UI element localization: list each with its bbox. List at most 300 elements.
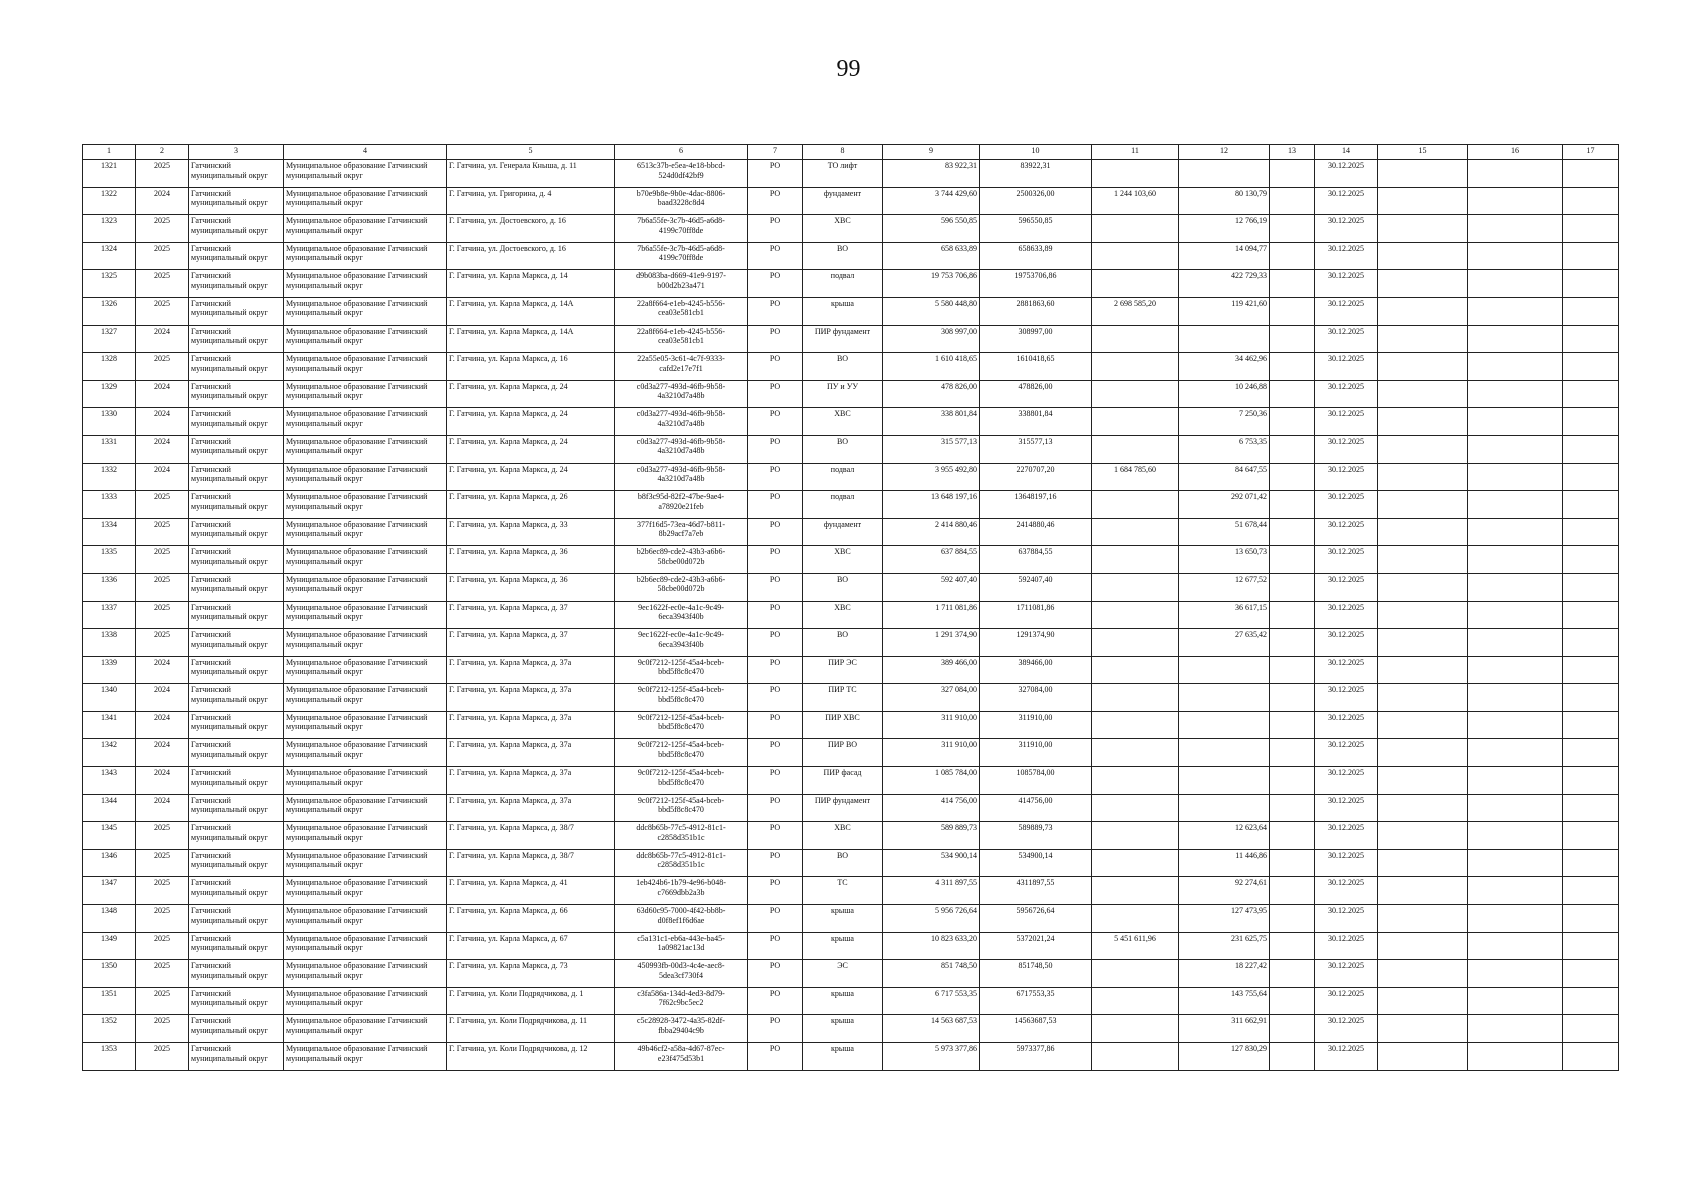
table-cell: ВО [803,849,883,877]
column-header: 15 [1378,145,1468,160]
column-header: 1 [83,145,136,160]
table-cell [1563,353,1619,381]
table-cell: 2 698 585,20 [1092,297,1179,325]
table-cell [1468,270,1563,298]
table-cell: 592 407,40 [883,573,980,601]
table-cell [1563,684,1619,712]
table-cell: 92 274,61 [1179,877,1270,905]
table-cell: b70e9b8e-9b0e-4dac-8806-baad3228c8d4 [615,187,748,215]
table-row [83,380,1619,408]
table-cell: 127 473,95 [1179,905,1270,933]
table-row [83,353,1619,381]
table-cell [1270,905,1315,933]
table-cell: РО [748,932,803,960]
table-cell: подвал [803,491,883,519]
table-row [83,767,1619,795]
table-cell: 5372021,24 [980,932,1092,960]
table-cell: РО [748,215,803,243]
table-cell: 12 766,19 [1179,215,1270,243]
table-cell [1468,215,1563,243]
table-cell: 30.12.2025 [1315,187,1378,215]
table-cell [1563,960,1619,988]
table-cell: Гатчинский муниципальный округ [189,435,284,463]
table-cell [1270,656,1315,684]
table-cell: 658633,89 [980,242,1092,270]
table-cell [1092,160,1179,188]
table-cell [1563,573,1619,601]
table-cell: 30.12.2025 [1315,546,1378,574]
table-cell: 377f16d5-73ea-46d7-b811-8b29acf7a7eb [615,518,748,546]
table-cell: 2025 [136,822,189,850]
table-cell [1468,767,1563,795]
table-cell [1092,325,1179,353]
table-cell [1378,297,1468,325]
table-cell [1468,353,1563,381]
table-cell [1378,794,1468,822]
table-cell [1563,546,1619,574]
table-cell [1092,684,1179,712]
table-cell: Г. Гатчина, ул. Карла Маркса, д. 14А [447,325,615,353]
table-cell [1563,242,1619,270]
table-cell: 19753706,86 [980,270,1092,298]
table-cell: 422 729,33 [1179,270,1270,298]
table-cell: Муниципальное образование Гатчинский муниципальный округ [284,601,447,629]
table-cell [1563,932,1619,960]
table-row [83,270,1619,298]
table-cell: 2025 [136,297,189,325]
table-cell: Г. Гатчина, ул. Карла Маркса, д. 37 [447,629,615,657]
table-cell: 2024 [136,463,189,491]
table-cell [1092,849,1179,877]
table-cell: 30.12.2025 [1315,987,1378,1015]
table-cell: Муниципальное образование Гатчинский муниципальный округ [284,215,447,243]
table-cell: Муниципальное образование Гатчинский муниципальный округ [284,794,447,822]
table-cell: 22a8f664-e1eb-4245-b556-cea03e581cb1 [615,297,748,325]
table-cell [1468,546,1563,574]
table-cell [1468,518,1563,546]
table-cell: Муниципальное образование Гатчинский муниципальный округ [284,629,447,657]
table-cell [1270,187,1315,215]
table-cell: 22a55e05-3c61-4c7f-9333-cafd2e17e7f1 [615,353,748,381]
table-cell [1270,960,1315,988]
table-cell [1270,573,1315,601]
table-cell: крыша [803,1043,883,1071]
table-cell [1092,711,1179,739]
table-cell: Гатчинский муниципальный округ [189,380,284,408]
table-cell: 1 291 374,90 [883,629,980,657]
table-cell: Гатчинский муниципальный округ [189,822,284,850]
table-cell: 338 801,84 [883,408,980,436]
table-cell [1270,794,1315,822]
table-cell: Гатчинский муниципальный округ [189,463,284,491]
table-cell: Г. Гатчина, ул. Достоевского, д. 16 [447,215,615,243]
table-cell: 11 446,86 [1179,849,1270,877]
table-cell: 1085784,00 [980,767,1092,795]
table-cell: Г. Гатчина, ул. Карла Маркса, д. 38/7 [447,822,615,850]
table-cell: Муниципальное образование Гатчинский муниципальный округ [284,960,447,988]
table-cell [1563,739,1619,767]
table-cell: 9ec1622f-ec0e-4a1c-9c49-6eca3943f40b [615,629,748,657]
table-cell: Гатчинский муниципальный округ [189,684,284,712]
table-cell: Гатчинский муниципальный округ [189,546,284,574]
table-cell: 308997,00 [980,325,1092,353]
table-cell [1270,380,1315,408]
table-row [83,905,1619,933]
table-cell [1563,629,1619,657]
table-cell: 311 910,00 [883,711,980,739]
table-row [83,684,1619,712]
table-cell: ВО [803,242,883,270]
table-cell: 2414880,46 [980,518,1092,546]
table-cell: Гатчинский муниципальный округ [189,987,284,1015]
table-cell: 389 466,00 [883,656,980,684]
table-cell: 450993fb-00d3-4c4e-aec8-5dea3cf730f4 [615,960,748,988]
page-number: 99 [836,56,861,82]
table-cell: Гатчинский муниципальный округ [189,215,284,243]
table-cell: Г. Гатчина, ул. Карла Маркса, д. 37а [447,711,615,739]
table-cell: Муниципальное образование Гатчинский муниципальный округ [284,408,447,436]
table-cell: 534900,14 [980,849,1092,877]
table-cell [1179,325,1270,353]
table-cell: 1332 [83,463,136,491]
table-cell [1378,408,1468,436]
table-cell: c5a131c1-eb6a-443e-ba45-1a09821ac13d [615,932,748,960]
table-cell [1092,1015,1179,1043]
table-cell [1270,160,1315,188]
table-row [83,711,1619,739]
table-cell: РО [748,187,803,215]
table-cell: РО [748,242,803,270]
table-cell [1378,215,1468,243]
table-cell: 1 244 103,60 [1092,187,1179,215]
table-cell: ПИР фасад [803,767,883,795]
table-cell [1468,297,1563,325]
table-row [83,242,1619,270]
table-cell: 9c0f7212-125f-45a4-bceb-bbd5f8c8c470 [615,794,748,822]
table-cell: 13648197,16 [980,491,1092,519]
table-cell: c0d3a277-493d-46fb-9b58-4a3210d7a48b [615,408,748,436]
table-cell [1563,849,1619,877]
table-cell [1563,491,1619,519]
table-cell: Гатчинский муниципальный округ [189,1015,284,1043]
table-cell: РО [748,849,803,877]
table-cell: b2b6ec89-cde2-43b3-a6b6-58cbe00d072b [615,573,748,601]
table-cell [1563,601,1619,629]
table-cell: 4 311 897,55 [883,877,980,905]
table-cell: 389466,00 [980,656,1092,684]
table-cell: Гатчинский муниципальный округ [189,573,284,601]
table-cell: 1341 [83,711,136,739]
table-cell: Г. Гатчина, ул. Григорина, д. 4 [447,187,615,215]
table-row [83,656,1619,684]
table-cell: 2025 [136,215,189,243]
table-cell [1270,518,1315,546]
table-cell [1378,435,1468,463]
table-cell [1563,408,1619,436]
table-cell: 30.12.2025 [1315,822,1378,850]
table-cell [1468,656,1563,684]
table-cell [1378,877,1468,905]
table-cell [1468,932,1563,960]
table-cell: 1 711 081,86 [883,601,980,629]
table-cell: 2025 [136,242,189,270]
table-cell: РО [748,905,803,933]
column-header: 14 [1315,145,1378,160]
table-cell: РО [748,463,803,491]
table-row [83,877,1619,905]
table-row [83,822,1619,850]
table-cell [1468,1043,1563,1071]
column-header: 8 [803,145,883,160]
table-cell [1563,215,1619,243]
table-cell: Муниципальное образование Гатчинский муниципальный округ [284,711,447,739]
table-cell [1092,739,1179,767]
table-cell: 2024 [136,794,189,822]
table-cell: 292 071,42 [1179,491,1270,519]
table-cell: Гатчинский муниципальный округ [189,767,284,795]
table-cell: 30.12.2025 [1315,491,1378,519]
table-cell: 231 625,75 [1179,932,1270,960]
table-cell: 311910,00 [980,739,1092,767]
table-cell: Г. Гатчина, ул. Карла Маркса, д. 37а [447,656,615,684]
table-cell: c0d3a277-493d-46fb-9b58-4a3210d7a48b [615,380,748,408]
table-cell: Муниципальное образование Гатчинский муниципальный округ [284,546,447,574]
table-row [83,215,1619,243]
table-cell: РО [748,408,803,436]
table-cell [1270,987,1315,1015]
table-cell: ХВС [803,546,883,574]
table-cell [1378,960,1468,988]
table-cell: 327084,00 [980,684,1092,712]
table-cell: 2025 [136,518,189,546]
table-cell: 30.12.2025 [1315,297,1378,325]
table-cell: 3 955 492,80 [883,463,980,491]
table-cell [1378,546,1468,574]
table-cell: 589 889,73 [883,822,980,850]
table-cell: 30.12.2025 [1315,160,1378,188]
table-cell: 83922,31 [980,160,1092,188]
table-cell: ПИР ХВС [803,711,883,739]
table-cell: Г. Гатчина, ул. Карла Маркса, д. 41 [447,877,615,905]
table-cell: РО [748,960,803,988]
table-cell: РО [748,297,803,325]
table-cell: 1291374,90 [980,629,1092,657]
table-cell: крыша [803,932,883,960]
table-cell: 1610418,65 [980,353,1092,381]
table-cell [1270,877,1315,905]
table-cell: 4311897,55 [980,877,1092,905]
table-cell: 2025 [136,1043,189,1071]
table-cell: РО [748,325,803,353]
table-cell [1270,435,1315,463]
table-cell: 7b6a55fe-3c7b-46d5-a6d8-4199c70ff8de [615,215,748,243]
table-cell: Гатчинский муниципальный округ [189,491,284,519]
table-cell: 1333 [83,491,136,519]
table-cell: 1 610 418,65 [883,353,980,381]
table-row [83,849,1619,877]
table-cell: Муниципальное образование Гатчинский муниципальный округ [284,518,447,546]
table-cell [1378,187,1468,215]
table-cell: 30.12.2025 [1315,435,1378,463]
table-cell [1092,546,1179,574]
table-cell [1378,160,1468,188]
table-cell [1270,822,1315,850]
table-cell: Муниципальное образование Гатчинский муниципальный округ [284,270,447,298]
table-cell [1092,573,1179,601]
table-cell: Гатчинский муниципальный округ [189,325,284,353]
table-cell [1563,822,1619,850]
table-cell: 84 647,55 [1179,463,1270,491]
table-cell: 30.12.2025 [1315,601,1378,629]
table-cell: РО [748,380,803,408]
table-cell [1270,711,1315,739]
column-header: 17 [1563,145,1619,160]
table-cell [1563,1015,1619,1043]
table-cell: Гатчинский муниципальный округ [189,408,284,436]
table-cell: 30.12.2025 [1315,932,1378,960]
table-cell: 14 563 687,53 [883,1015,980,1043]
table-cell: 30.12.2025 [1315,684,1378,712]
table-cell: Г. Гатчина, ул. Карла Маркса, д. 37а [447,684,615,712]
table-cell: РО [748,987,803,1015]
table-cell [1378,684,1468,712]
table-cell: Г. Гатчина, ул. Карла Маркса, д. 24 [447,380,615,408]
table-cell [1378,463,1468,491]
table-cell: 12 623,64 [1179,822,1270,850]
table-cell [1092,1043,1179,1071]
table-cell: 30.12.2025 [1315,518,1378,546]
table-cell: подвал [803,270,883,298]
table-cell: ЭС [803,960,883,988]
table-cell: фундамент [803,187,883,215]
table-cell: 1342 [83,739,136,767]
table-cell: Г. Гатчина, ул. Карла Маркса, д. 14 [447,270,615,298]
table-cell: 2024 [136,656,189,684]
table-cell: 2024 [136,380,189,408]
table-cell: Г. Гатчина, ул. Карла Маркса, д. 67 [447,932,615,960]
table-cell: РО [748,1043,803,1071]
table-cell [1092,905,1179,933]
table-cell: Муниципальное образование Гатчинский муниципальный округ [284,491,447,519]
table-cell: ХВС [803,601,883,629]
table-row [83,435,1619,463]
table-cell [1468,187,1563,215]
table-cell: 2025 [136,905,189,933]
table-cell: Г. Гатчина, ул. Карла Маркса, д. 24 [447,435,615,463]
table-cell: 2024 [136,711,189,739]
table-cell: 637 884,55 [883,546,980,574]
table-row [83,629,1619,657]
table-cell [1468,711,1563,739]
table-cell: фундамент [803,518,883,546]
table-cell: 30.12.2025 [1315,849,1378,877]
table-cell: 2024 [136,408,189,436]
table-cell [1378,353,1468,381]
table-row [83,297,1619,325]
table-cell: d9b083ba-d669-41e9-9197-b00d2b23a471 [615,270,748,298]
table-cell [1468,794,1563,822]
table-cell: 30.12.2025 [1315,905,1378,933]
table-cell: 9ec1622f-ec0e-4a1c-9c49-6eca3943f40b [615,601,748,629]
table-cell: 1327 [83,325,136,353]
table-cell: 308 997,00 [883,325,980,353]
table-cell: 30.12.2025 [1315,767,1378,795]
table-cell: 5956726,64 [980,905,1092,933]
table-cell: 12 677,52 [1179,573,1270,601]
table-cell: 2024 [136,684,189,712]
table-cell: Гатчинский муниципальный округ [189,270,284,298]
table-cell: РО [748,711,803,739]
table-cell: 1711081,86 [980,601,1092,629]
table-cell: 2 414 880,46 [883,518,980,546]
table-cell: крыша [803,1015,883,1043]
table-cell: 315577,13 [980,435,1092,463]
table-cell: Г. Гатчина, ул. Генерала Кныша, д. 11 [447,160,615,188]
table-cell: Муниципальное образование Гатчинский муниципальный округ [284,160,447,188]
table-cell: 2025 [136,546,189,574]
table-cell: Г. Гатчина, ул. Карла Маркса, д. 26 [447,491,615,519]
column-header: 4 [284,145,447,160]
table-cell [1092,353,1179,381]
table-cell: 1346 [83,849,136,877]
table-cell: b2b6ec89-cde2-43b3-a6b6-58cbe00d072b [615,546,748,574]
table-cell: Г. Гатчина, ул. Карла Маркса, д. 66 [447,905,615,933]
table-cell: Гатчинский муниципальный округ [189,242,284,270]
table-cell: 1338 [83,629,136,657]
table-cell: Гатчинский муниципальный округ [189,877,284,905]
table-cell: 596550,85 [980,215,1092,243]
table-cell: Г. Гатчина, ул. Карла Маркса, д. 37а [447,739,615,767]
table-row [83,546,1619,574]
table-cell [1378,1043,1468,1071]
table-cell: 30.12.2025 [1315,794,1378,822]
table-cell: Муниципальное образование Гатчинский муниципальный округ [284,353,447,381]
table-cell: Муниципальное образование Гатчинский муниципальный округ [284,684,447,712]
table-cell: 30.12.2025 [1315,739,1378,767]
table-cell: 127 830,29 [1179,1043,1270,1071]
table-cell: 2270707,20 [980,463,1092,491]
table-cell: 1334 [83,518,136,546]
table-cell: Муниципальное образование Гатчинский муниципальный округ [284,656,447,684]
table-cell [1092,794,1179,822]
table-cell: 10 246,88 [1179,380,1270,408]
table-cell: 5 973 377,86 [883,1043,980,1071]
column-header: 9 [883,145,980,160]
table-cell [1092,629,1179,657]
table-cell: Муниципальное образование Гатчинский муниципальный округ [284,849,447,877]
table-cell: ВО [803,629,883,657]
table-cell [1270,215,1315,243]
table-cell: 6513c37b-e5ea-4e18-bbcd-524d0df42bf9 [615,160,748,188]
column-header: 5 [447,145,615,160]
table-row [83,932,1619,960]
table-cell: 30.12.2025 [1315,1015,1378,1043]
table-cell: ПИР ВО [803,739,883,767]
column-header: 6 [615,145,748,160]
table-cell: 478 826,00 [883,380,980,408]
table-cell: 30.12.2025 [1315,877,1378,905]
table-cell: Муниципальное образование Гатчинский муниципальный округ [284,932,447,960]
table-cell [1270,1043,1315,1071]
table-cell [1179,684,1270,712]
table-cell: 2881863,60 [980,297,1092,325]
table-cell: 6717553,35 [980,987,1092,1015]
table-cell: подвал [803,463,883,491]
table-cell: 22a8f664-e1eb-4245-b556-cea03e581cb1 [615,325,748,353]
table-cell: 1348 [83,905,136,933]
table-cell: 13 650,73 [1179,546,1270,574]
table-cell: Гатчинский муниципальный округ [189,711,284,739]
